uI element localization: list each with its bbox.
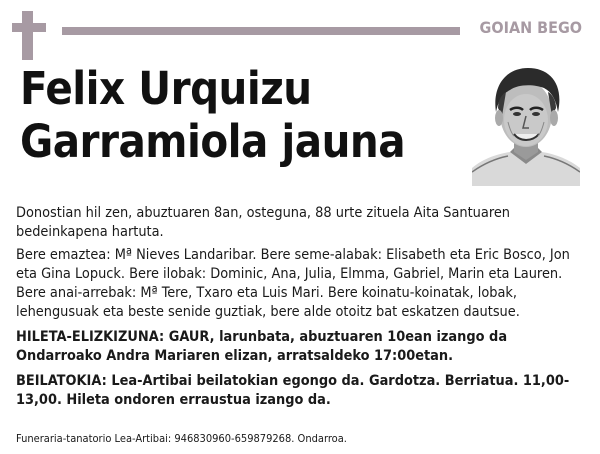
deceased-name-line2: Garramiola jauna — [20, 115, 406, 168]
header-rule — [62, 27, 460, 35]
cross-horizontal-bar — [12, 23, 46, 32]
deceased-name-line1: Felix Urquizu — [20, 62, 312, 115]
portrait-photo — [472, 60, 580, 186]
funeral-home-footer: Funeraria-tanatorio Lea-Artibai: 946830960-659879268. Ondarroa. — [16, 432, 347, 445]
header-label: GOIAN BEGO — [479, 18, 582, 37]
family-paragraph: Bere emaztea: Mª Nieves Landaribar. Bere seme-alabak: Elisabeth eta Eric Bosco, Jon eta Gina Lopuck. Bere ilobak: Dominic, Ana, Julia, Elmma, Gabriel, Marin eta Lauren. Bere anai-arrebak: Mª Tere, Txaro eta Luis Mari. Bere koinatu-koinatak, lobak, lehengusuak eta beste senide guztiak, bere alde otoitz bat eskatzen dautsue. — [16, 247, 570, 320]
wake-paragraph: BEILATOKIA: Lea-Artibai beilatokian egongo da. Gardotza. Berriatua. 11,00-13,00. Hileta ondoren erraustua izango da. — [16, 373, 570, 408]
funeral-paragraph: HILETA-ELIZKIZUNA: GAUR, larunbata, abuztuaren 10ean izango da Ondarroako Andra Mariaren elizan, arratsaldeko 17:00etan. — [16, 329, 508, 364]
death-notice-paragraph: Donostian hil zen, abuztuaren 8an, osteguna, 88 urte zituela Aita Santuaren bedeinkapena hartuta. — [16, 205, 511, 240]
deceased-name — [20, 62, 460, 168]
obituary-body — [16, 204, 586, 414]
cross-vertical-bar — [22, 11, 33, 60]
